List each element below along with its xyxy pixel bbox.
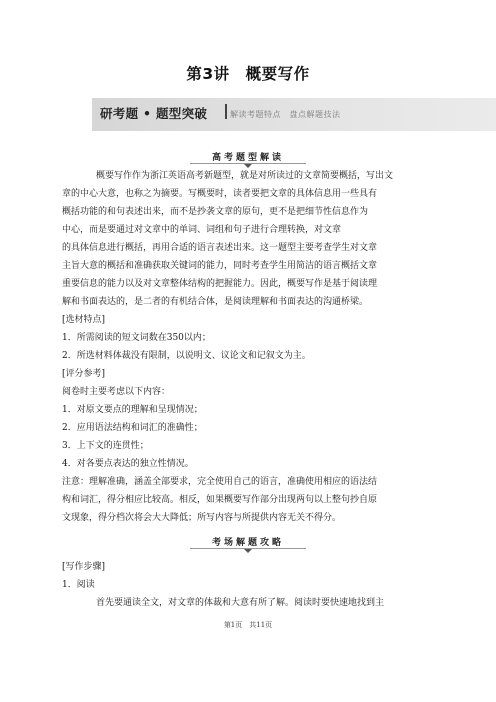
- grading-intro: 阅卷时主要考虑以下内容：: [62, 387, 171, 397]
- step-title: 1．阅读: [62, 580, 95, 590]
- paragraph-line: 章的中心大意，也称之为摘要。写概要时，读者要把文章的具体信息用一些具有: [62, 189, 378, 199]
- paragraph-line: 首先要通读全文，对文章的体裁和大意有所了解。阅读时要快速地找到主: [96, 598, 385, 608]
- note-line: 文现象，得分档次将会大大降低；所写内容与所提供内容无关不得分。: [62, 513, 342, 523]
- paragraph-line: 主旨大意的概括和准确获取关键词的能力，同时考查学生用简洁的语言概括文章: [62, 261, 378, 271]
- banner-title: 研考题 • 题型突破: [100, 106, 208, 121]
- section-heading-strategy: 考场解题攻略: [211, 538, 284, 548]
- list-item: 2．所选材料体裁没有限制，以说明文、议论文和记叙文为主。: [62, 351, 311, 361]
- list-item: 1．所需阅读的短文词数在350以内；: [62, 333, 211, 343]
- paragraph-line: 中心，而是要通过对文章中的单词、词组和句子进行合理转换，对文章: [62, 225, 342, 235]
- note-line: 注意：理解准确，涵盖全部要求，完全使用自己的语言，准确使用相应的语法结: [62, 477, 378, 487]
- paragraph-line: 概括功能的和句表述出来，而不是抄袭文章的原句，更不是把细节性信息作为: [62, 207, 369, 217]
- list-item: 1．对原文要点的理解和呈现情况；: [62, 405, 203, 415]
- steps-label: [写作步骤]: [62, 562, 106, 572]
- banner-subtitle: 解读考题特点 盘点解题技法: [230, 110, 341, 119]
- page-title: 第3讲 概要写作: [186, 65, 310, 83]
- paragraph-line: 解和书面表达的，是二者的有机结合体，是阅读理解和书面表达的沟通桥梁。: [62, 297, 369, 307]
- paragraph-line: 重要信息的能力以及对文章整体结构的把握能力。因此，概要写作是基于阅读理: [62, 279, 378, 289]
- banner-divider: [225, 104, 227, 119]
- paragraph-line: 概要写作作为浙江英语高考新题型，就是对所读过的文章简要概括，写出文: [96, 171, 394, 181]
- heading-triangle-icon: [244, 549, 252, 553]
- list-item: 3．上下文的连贯性；: [62, 441, 149, 451]
- section-heading-exam-analysis: 高考题型解读: [211, 153, 284, 163]
- heading-triangle-icon: [244, 164, 252, 168]
- page-number: 第1页 共11页: [223, 621, 273, 629]
- note-line: 构和词汇，得分相应比较高。相反，如果概要写作部分出现两句以上整句抄自原: [62, 495, 378, 505]
- list-item: 2．应用语法结构和词汇的准确性；: [62, 423, 203, 433]
- features-label: [选材特点]: [62, 315, 106, 325]
- list-item: 4．对各要点表达的独立性情况。: [62, 459, 194, 469]
- paragraph-line: 的具体信息进行概括，再用合适的语言表述出来。这一题型主要考查学生对文章: [62, 243, 378, 253]
- grading-label: [评分参考]: [62, 369, 106, 379]
